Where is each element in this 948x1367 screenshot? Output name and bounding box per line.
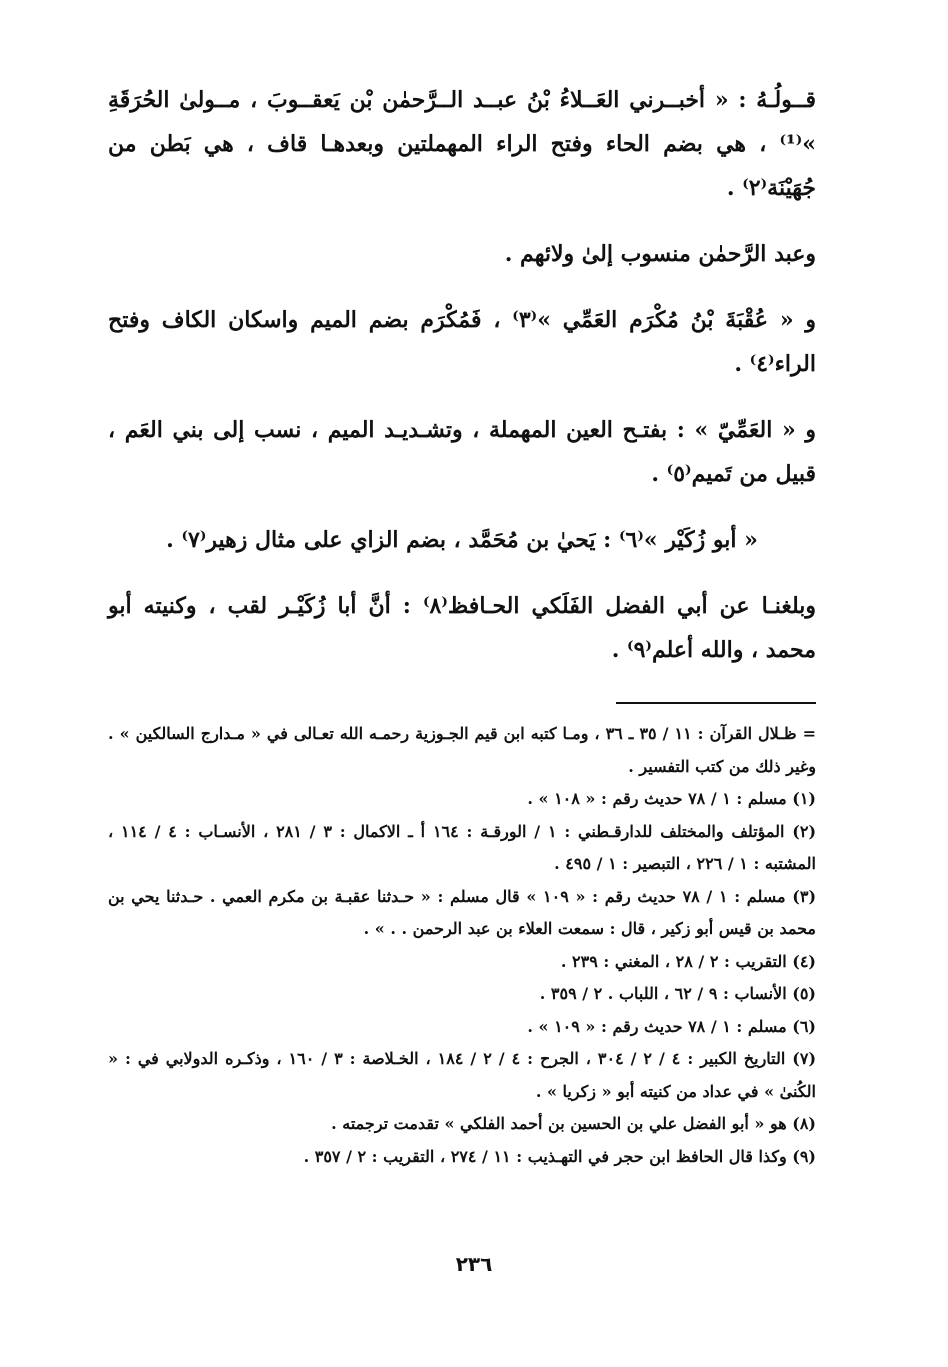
footnote-continuation: = ظـلال القرآن : ١١ / ٣٥ ـ ٣٦ ، ومـا كتبه ابن قيم الجـوزية رحمـه الله تعـالى في « مـدارج السالكين » . وغير ذلك من كتب التفسير .	[108, 724, 817, 776]
footnote-divider	[616, 702, 816, 704]
footnote-8: (٨) هو « أبو الفضل علي بن الحسين بن أحمد الفلكي » تقدمت ترجمته .	[331, 1114, 816, 1133]
main-paragraph-5: « أبو زُكَيْر »⁽٦⁾ : يَحيٰ بن مُحَمَّد ، بضم الزاي على مثال زهير⁽٧⁾ .	[166, 527, 758, 553]
main-paragraph-4: و « العَمِّيّ » : بفتـح العين المهملة ، وتشـديـد الميم ، نسب إلى بني العَم ، قبيل من تَميم⁽٥⁾ .	[108, 417, 816, 487]
main-paragraph-2: وعبد الرَّحمٰن منسوب إلىٰ ولائهم .	[504, 241, 816, 267]
page-number: ٢٣٦	[455, 1252, 493, 1276]
footnote-1: (١) مسلم : ١ / ٧٨ حديث رقم : « ١٠٨ » .	[527, 789, 816, 808]
page-body	[108, 78, 816, 1173]
main-text	[108, 78, 816, 672]
footnote-2: (٢) المؤتلف والمختلف للدارقـطني : ١ / الورقـة : ١٦٤ أ ـ الاكمال : ٣ / ٢٨١ ، الأنسـاب : ٤ / ١١٤ ، المشتبه : ١ / ٢٢٦ ، التبصير : ١ / ٤٩٥ .	[108, 821, 817, 873]
footnote-6: (٦) مسلم : ١ / ٧٨ حديث رقم : « ١٠٩ » .	[527, 1016, 816, 1036]
footnote-9: (٩) وكذا قال الحافظ ابن حجر في التهـذيب : ١١ / ٢٧٤ ، التقريب : ٢ / ٣٥٧ .	[303, 1146, 816, 1166]
footnote-7: (٧) التاريخ الكبير : ٤ / ٢ / ٣٠٤ ، الجرح : ٤ / ٢ / ١٨٤ ، الخـلاصة : ٣ / ١٦٠ ، وذكـره الدولابي في : « الكُنىٰ » في عداد من كنيته أبو « زكريا » .	[108, 1049, 817, 1101]
footnote-3: (٣) مسلم : ١ / ٧٨ حديث رقم : « ١٠٩ » قال مسلم : « حـدثنا عقبـة بن مكرم العمي . حـدثنا يحي بن محمد بن قيس أبو زكير ، قال : سمعت العلاء بن عبد الرحمن . . » .	[108, 886, 817, 938]
main-paragraph-1: قــولُـهُ : « أخبــرني العَــلاءُ بْنُ عبــد الــرَّحمٰن بْن يَعقــوبَ ، مــولىٰ الحُرَقَةِ »⁽¹⁾ ، هي بضم الحاء وفتح الراء المهملتين وبعدهـا قاف ، هي بَطن من جُهَيْنَة⁽٢⁾ .	[108, 87, 816, 201]
footnote-5: (٥) الأنساب : ٩ / ٦٢ ، اللباب . ٢ / ٣٥٩ .	[539, 984, 816, 1003]
footnote-4: (٤) التقريب : ٢ / ٢٨ ، المغني : ٢٣٩ .	[560, 951, 816, 971]
main-paragraph-6: وبلغنـا عن أبي الفضل الفَلَكي الحـافظ⁽٨⁾ : أنَّ أبا زُكَيْـر لقب ، وكنيته أبو محمد ، والله أعلم⁽٩⁾ .	[108, 593, 817, 663]
main-paragraph-3: و « عُقْبَةَ بْنُ مُكْرَم العَمِّي »⁽٣⁾ ، فَمُكْرَم بضم الميم واسكان الكاف وفتح الراء⁽٤⁾ .	[108, 307, 817, 377]
footnotes	[108, 718, 816, 1173]
